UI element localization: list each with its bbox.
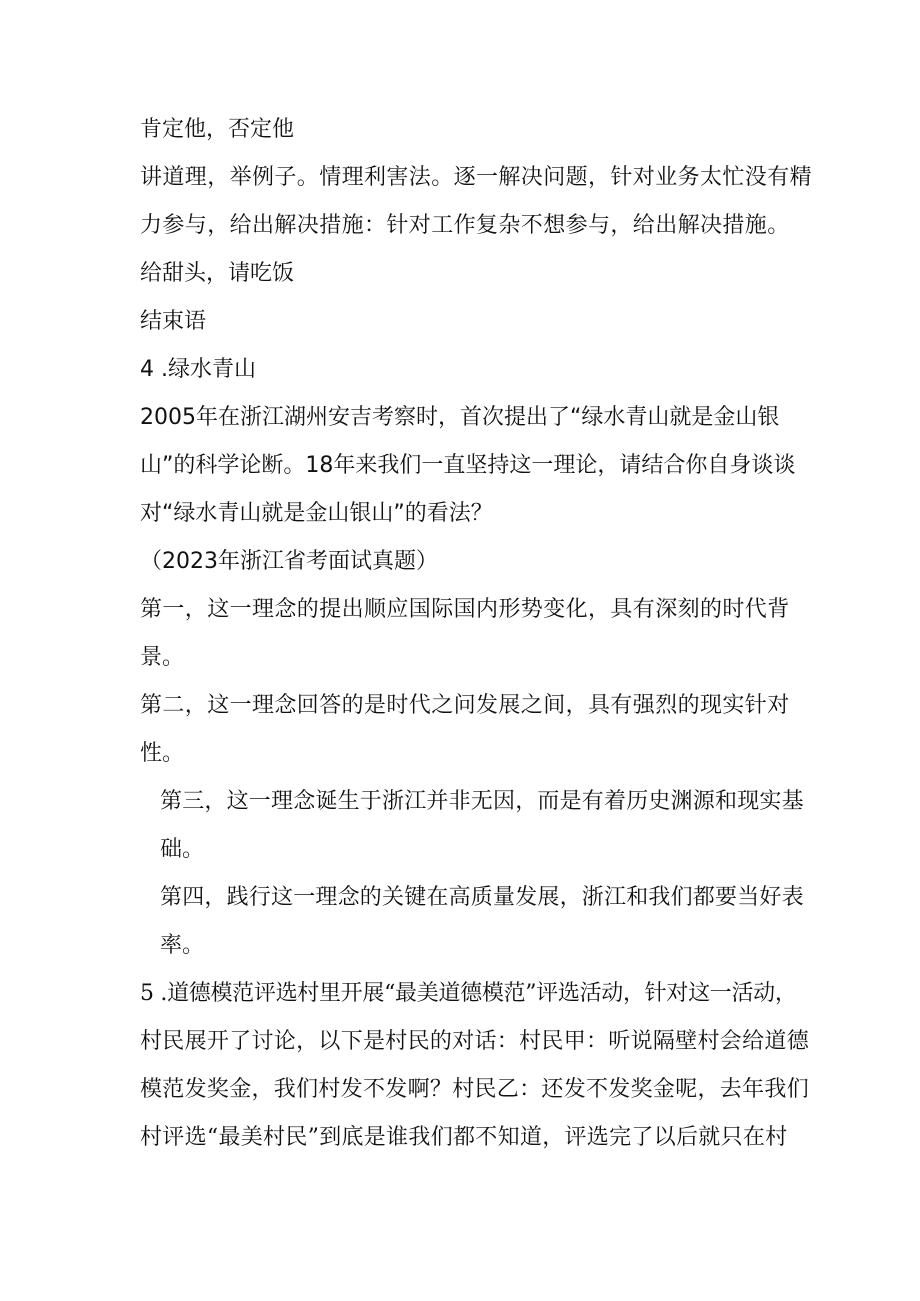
point-two-line-1: 第二，这一理念回答的是时代之问发展之间，具有强烈的现实针对 [140, 693, 790, 718]
question-line-1: 2005年在浙江湖州安吉考察时，首次提出了“绿水青山就是金山银 [140, 405, 780, 430]
point-one-line-2: 景。 [140, 645, 185, 670]
section-heading-5: 5 .道德模范评选村里开展“最美道德模范”评选活动，针对这一活动， [140, 981, 797, 1006]
dialogue-line-3: 村评选“最美村民”到底是谁我们都不知道，评选完了以后就只在村 [140, 1125, 788, 1150]
point-one-line-1: 第一，这一理念的提出顺应国际国内形势变化，具有深刻的时代背 [140, 597, 790, 622]
point-four-line-1: 第四，践行这一理念的关键在高质量发展，浙江和我们都要当好表 [160, 885, 804, 910]
text-line-2: 讲道理，举例子。情理利害法。逐一解决问题，针对业务太忙没有精 [140, 165, 813, 190]
text-line-1: 肯定他，否定他 [140, 117, 295, 142]
text-line-4: 给甜头，请吃饭 [140, 261, 295, 286]
question-line-3: 对“绿水青山就是金山银山”的看法？ [140, 501, 493, 526]
point-four-line-2: 率。 [160, 933, 205, 958]
point-three-line-2: 础。 [160, 837, 205, 862]
point-three-line-1: 第三，这一理念诞生于浙江并非无因，而是有着历史渊源和现实基 [160, 789, 804, 814]
text-line-3: 力参与，给出解决措施：针对工作复杂不想参与，给出解决措施。 [140, 213, 790, 238]
text-line-5: 结束语 [140, 309, 207, 334]
question-line-2: 山”的科学论断。18年来我们一直坚持这一理论，请结合你自身谈谈 [140, 453, 796, 478]
point-two-line-2: 性。 [140, 741, 185, 766]
section-heading-4: 4 .绿水青山 [140, 357, 256, 382]
dialogue-line-1: 村民展开了讨论，以下是村民的对话：村民甲：听说隔壁村会给道德 [140, 1029, 810, 1054]
question-source: （2023年浙江省考面试真题） [140, 549, 438, 574]
dialogue-line-2: 模范发奖金，我们村发不发啊？村民乙：还发不发奖金呢，去年我们 [140, 1077, 810, 1102]
